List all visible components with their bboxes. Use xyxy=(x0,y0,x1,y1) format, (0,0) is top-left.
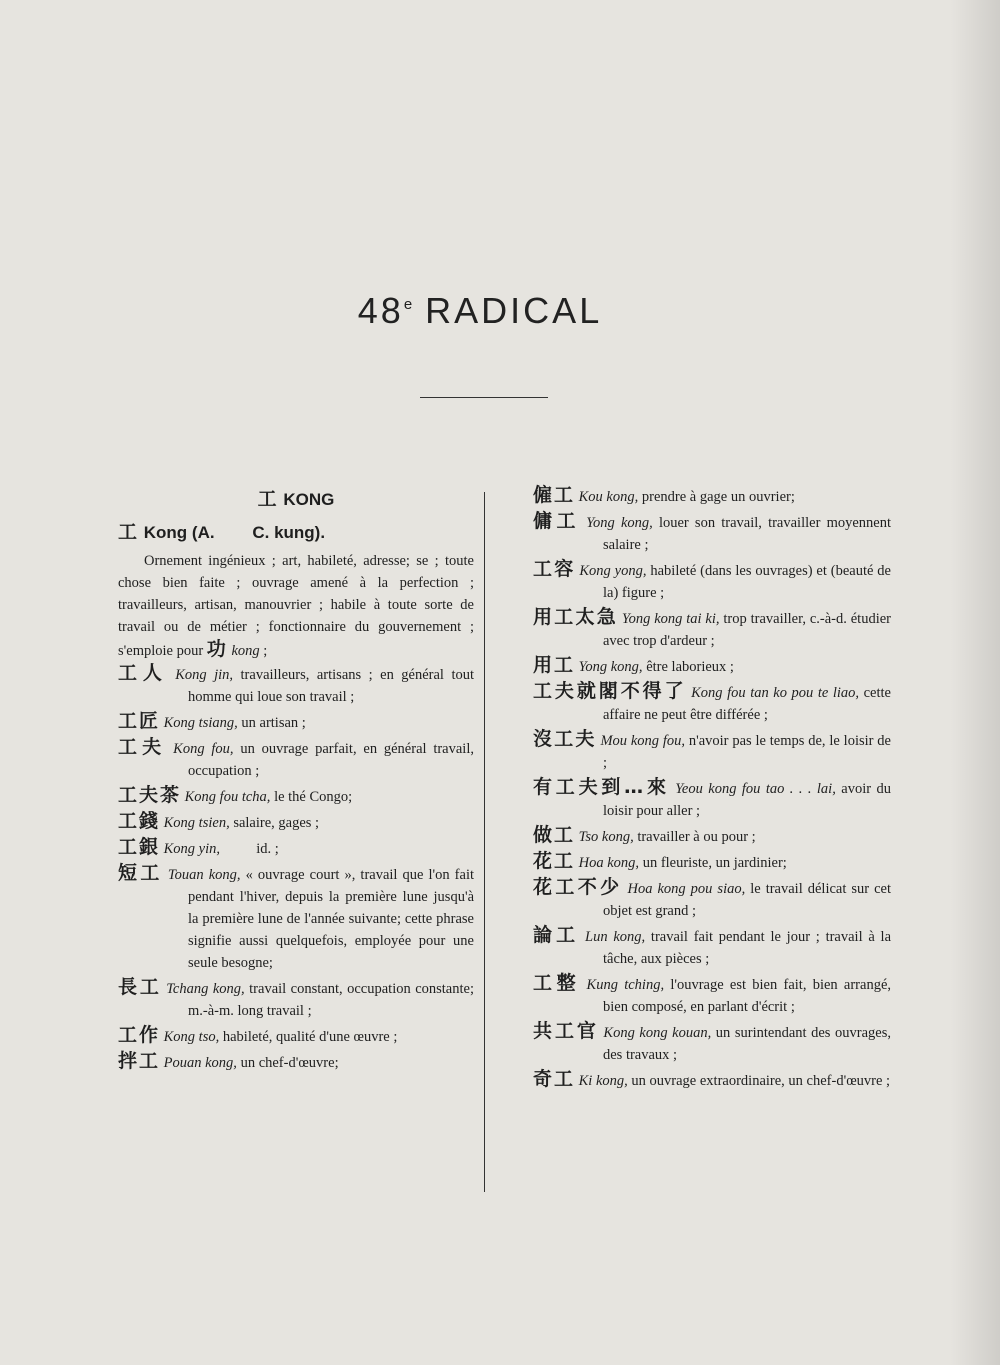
entry-characters: 工容 xyxy=(533,558,576,580)
dictionary-entry xyxy=(533,972,895,1018)
left-entry-list xyxy=(118,662,478,1074)
entry-characters: 工夫 xyxy=(118,736,167,758)
entry-romanization: Kong fou tcha, xyxy=(184,789,271,805)
definition-text: Ornement ingénieux ; art, habileté, adresse; se ; toute chose bien faite ; ouvrage amené à la perfection ; travailleurs, artisan, manouvrier ; habile à toute sorte de travail ou de métier ; fonctionnaire du gouvernement ; s'emploie pour xyxy=(118,553,474,659)
dictionary-entry xyxy=(533,924,895,970)
entry-romanization: Yong kong, xyxy=(586,515,653,531)
entry-romanization: Yong kong tai ki, xyxy=(621,611,720,627)
dictionary-entry xyxy=(533,510,895,556)
entry-romanization: Kong jin, xyxy=(175,667,234,683)
entry-definition: prendre à gage un ouvrier; xyxy=(638,489,795,505)
entry-romanization: Kong kong kouan, xyxy=(603,1025,712,1041)
radical-romanization: KONG xyxy=(283,490,335,509)
dictionary-entry xyxy=(118,736,478,782)
entry-romanization: Kong fou tan ko pou te liao, xyxy=(691,685,860,701)
right-entry-list xyxy=(533,484,895,1092)
entry-romanization: Kong fou, xyxy=(173,741,234,757)
radical-character: 工 xyxy=(257,488,279,510)
entry-romanization: Yeou kong fou tao . . . lai, xyxy=(675,781,836,797)
definition-paragraph xyxy=(118,550,474,662)
dictionary-entry xyxy=(118,710,474,734)
dictionary-entry xyxy=(118,1050,474,1074)
entry-definition: un ouvrage parfait, en général travail, occupation ; xyxy=(188,741,478,779)
entry-characters: 長工 xyxy=(118,976,162,998)
entry-characters: 短工 xyxy=(118,862,163,884)
dictionary-entry xyxy=(533,654,891,678)
entry-definition: un surintendant des ouvrages, des travaux ; xyxy=(603,1025,895,1063)
column-divider xyxy=(484,492,485,1192)
ordinal-suffix: e xyxy=(403,296,413,313)
entry-characters: 工作 xyxy=(118,1024,161,1046)
dictionary-entry xyxy=(533,728,895,774)
entry-romanization: Lun kong, xyxy=(585,929,646,945)
dictionary-entry xyxy=(533,876,895,922)
entry-characters: 有工夫到…來 xyxy=(533,776,670,798)
entry-romanization: Kou kong, xyxy=(578,489,639,505)
entry-characters: 共工官 xyxy=(533,1020,599,1042)
entry-romanization: Tchang kong, xyxy=(166,981,245,997)
entry-characters: 用工 xyxy=(533,654,576,676)
entry-definition: habileté, qualité d'une œuvre ; xyxy=(219,1029,398,1045)
entry-definition: salaire, gages ; xyxy=(229,815,320,831)
heading-text: Kong (A. C. kung). xyxy=(143,523,326,542)
entry-definition: l'ouvrage est bien fait, bien arrangé, bien composé, en parlant d'écrit ; xyxy=(603,977,895,1015)
entry-characters: 僱工 xyxy=(533,484,576,506)
entry-definition: cette affaire ne peut être différée ; xyxy=(603,685,895,723)
entry-romanization: Mou kong fou, xyxy=(600,733,686,749)
dictionary-entry xyxy=(533,824,891,848)
title-word: RADICAL xyxy=(425,290,603,331)
entry-characters: 工銀 xyxy=(118,836,161,858)
entry-romanization: Kung tching, xyxy=(586,977,665,993)
dictionary-entry xyxy=(118,784,474,808)
title-rule xyxy=(420,397,548,398)
entry-definition: n'avoir pas le temps de, le loisir de ; xyxy=(603,733,895,771)
entry-romanization: Kong tsien, xyxy=(163,815,230,831)
entry-definition: id. ; xyxy=(220,841,279,857)
entry-characters: 傭工 xyxy=(533,510,581,532)
entry-characters: 用工太急 xyxy=(533,606,618,628)
entry-romanization: Hoa kong, xyxy=(578,855,640,871)
entry-characters: 工人 xyxy=(118,662,168,684)
entry-romanization: Kong tso, xyxy=(163,1029,220,1045)
radical-number: 48 xyxy=(357,290,404,331)
dictionary-entry xyxy=(118,1024,474,1048)
dictionary-entry xyxy=(533,680,895,726)
entry-characters: 花工不少 xyxy=(533,876,623,898)
entry-characters: 做工 xyxy=(533,824,576,846)
radical-heading xyxy=(118,484,474,511)
entry-definition: travailleurs, artisans ; en général tout homme qui loue son travail ; xyxy=(188,667,478,705)
entry-romanization: Pouan kong, xyxy=(163,1055,237,1071)
entry-definition: un artisan ; xyxy=(237,715,306,731)
left-column xyxy=(118,484,478,1076)
dictionary-entry xyxy=(533,776,895,822)
entry-romanization: Ki kong, xyxy=(578,1073,628,1089)
entry-definition: un chef-d'œuvre; xyxy=(236,1055,339,1071)
entry-characters: 沒工夫 xyxy=(533,728,597,750)
entry-characters: 工夫茶 xyxy=(118,784,182,806)
entry-definition: un ouvrage extraordinaire, un chef-d'œuvre ; xyxy=(627,1073,891,1089)
entry-romanization: Kong tsiang, xyxy=(163,715,238,731)
entry-definition: habileté (dans les ouvrages) et (beauté de la) figure ; xyxy=(603,563,895,601)
entry-definition: un fleuriste, un jardinier; xyxy=(639,855,787,871)
entry-definition: trop travailler, c.-à-d. étudier avec trop d'ardeur ; xyxy=(603,611,895,649)
dictionary-entry xyxy=(118,662,478,708)
entry-definition: avoir du loisir pour aller ; xyxy=(603,781,895,819)
entry-characters: 花工 xyxy=(533,850,576,872)
entry-definition: « ouvrage court », travail que l'on fait pendant l'hiver, depuis la première lune jusqu'à la première lune de l'année suivante; cette phrase signifie aussi quelquefois, employée pour une seule besogne; xyxy=(188,867,478,971)
entry-definition: travail constant, occupation constante; m.-à-m. long travail ; xyxy=(188,981,478,1019)
entry-romanization: Kong yong, xyxy=(579,563,647,579)
entry-romanization: Hoa kong pou siao, xyxy=(627,881,746,897)
entry-romanization: Yong kong, xyxy=(578,659,643,675)
heading-character: 工 xyxy=(118,521,140,543)
entry-definition: travailler à ou pour ; xyxy=(633,829,756,845)
definition-end: ; xyxy=(259,643,268,659)
dictionary-entry xyxy=(533,606,895,652)
entry-characters: 奇工 xyxy=(533,1068,576,1090)
variant-character: 功 xyxy=(206,638,228,660)
variant-romanization: kong xyxy=(231,643,260,659)
dictionary-entry xyxy=(118,810,474,834)
entry-romanization: Touan kong, xyxy=(167,867,241,883)
entry-characters: 工錢 xyxy=(118,810,161,832)
dictionary-entry xyxy=(533,484,891,508)
entry-definition: travail fait pendant le jour ; travail à la tâche, aux pièces ; xyxy=(603,929,895,967)
dictionary-entry xyxy=(118,862,478,974)
dictionary-entry xyxy=(533,850,891,874)
entry-characters: 工夫就閣不得了 xyxy=(533,680,687,702)
page-title xyxy=(0,290,960,332)
dictionary-entry xyxy=(118,836,474,860)
dictionary-entry xyxy=(118,976,478,1022)
dictionary-entry xyxy=(533,1020,895,1066)
entry-romanization: Kong yin, xyxy=(163,841,221,857)
entry-definition: louer son travail, travailler moyennent salaire ; xyxy=(603,515,895,553)
right-column xyxy=(533,484,895,1094)
dictionary-entry xyxy=(533,1068,891,1092)
entry-definition: être laborieux ; xyxy=(642,659,734,675)
entry-characters: 工整 xyxy=(533,972,581,994)
entry-definition: le thé Congo; xyxy=(270,789,353,805)
entry-characters: 工匠 xyxy=(118,710,161,732)
character-heading xyxy=(118,517,474,544)
dictionary-entry xyxy=(533,558,895,604)
entry-characters: 拌工 xyxy=(118,1050,161,1072)
entry-romanization: Tso kong, xyxy=(578,829,634,845)
entry-characters: 論工 xyxy=(533,924,580,946)
entry-definition: le travail délicat sur cet objet est grand ; xyxy=(603,881,895,919)
